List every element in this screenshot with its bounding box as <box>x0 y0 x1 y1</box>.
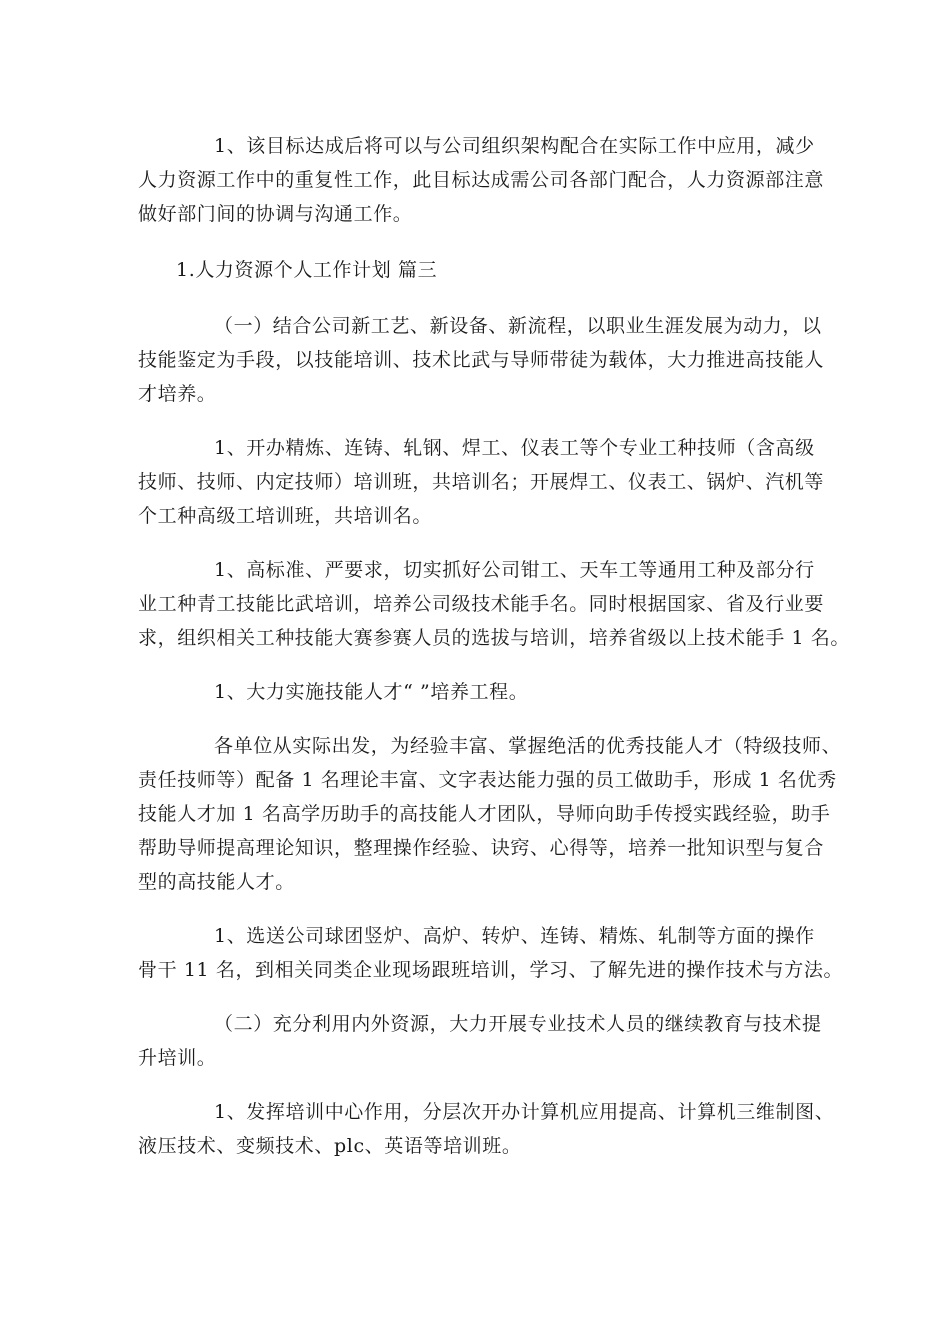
paragraph-line: 责任技师等）配备 1 名理论丰富、文字表达能力强的员工做助手，形成 1 名优秀 <box>138 769 837 791</box>
paragraph-line: 才培养。 <box>138 383 217 405</box>
paragraph-line: 1、发挥培训中心作用，分层次开办计算机应用提高、计算机三维制图、 <box>214 1101 835 1123</box>
paragraph-line: 1、大力实施技能人才“ ”培养工程。 <box>214 681 529 703</box>
paragraph-line: 骨干 11 名，到相关同类企业现场跟班培训，学习、了解先进的操作技术与方法。 <box>138 959 844 981</box>
paragraph-line: 帮助导师提高理论知识，整理操作经验、诀窍、心得等，培养一批知识型与复合 <box>138 837 825 859</box>
paragraph-line: 1、开办精炼、连铸、轧钢、焊工、仪表工等个专业工种技师（含高级 <box>214 437 815 459</box>
paragraph-line: 1、选送公司球团竖炉、高炉、转炉、连铸、精炼、轧制等方面的操作 <box>214 925 815 947</box>
paragraph-line: 液压技术、变频技术、plc、英语等培训班。 <box>138 1135 522 1157</box>
paragraph-line: 1、高标准、严要求，切实抓好公司钳工、天车工等通用工种及部分行 <box>214 559 815 581</box>
paragraph-line: 业工种青工技能比武培训，培养公司级技术能手名。同时根据国家、省及行业要 <box>138 593 825 615</box>
paragraph-line: 做好部门间的协调与沟通工作。 <box>138 203 413 225</box>
paragraph-line: 人力资源工作中的重复性工作，此目标达成需公司各部门配合，人力资源部注意 <box>138 169 825 191</box>
paragraph-line: 技师、技师、内定技师）培训班，共培训名；开展焊工、仪表工、锅炉、汽机等 <box>138 471 825 493</box>
section-heading: 1.人力资源个人工作计划 篇三 <box>176 259 438 281</box>
paragraph-line: 求，组织相关工种技能大赛参赛人员的选拔与培训，培养省级以上技术能手 1 名。 <box>138 627 850 649</box>
paragraph-line: 1、该目标达成后将可以与公司组织架构配合在实际工作中应用，减少 <box>214 135 815 157</box>
paragraph-line: （一）结合公司新工艺、新设备、新流程，以职业生涯发展为动力，以 <box>214 315 822 337</box>
paragraph-line: 个工种高级工培训班，共培训名。 <box>138 505 433 527</box>
paragraph-line: 升培训。 <box>138 1047 217 1069</box>
paragraph-line: 各单位从实际出发，为经验丰富、掌握绝活的优秀技能人才（特级技师、 <box>214 735 842 757</box>
paragraph-line: 技能人才加 1 名高学历助手的高技能人才团队，导师向助手传授实践经验，助手 <box>138 803 831 825</box>
paragraph-line: 技能鉴定为手段，以技能培训、技术比武与导师带徒为载体，大力推进高技能人 <box>138 349 825 371</box>
paragraph-line: （二）充分利用内外资源，大力开展专业技术人员的继续教育与技术提 <box>214 1013 822 1035</box>
paragraph-line: 型的高技能人才。 <box>138 871 295 893</box>
